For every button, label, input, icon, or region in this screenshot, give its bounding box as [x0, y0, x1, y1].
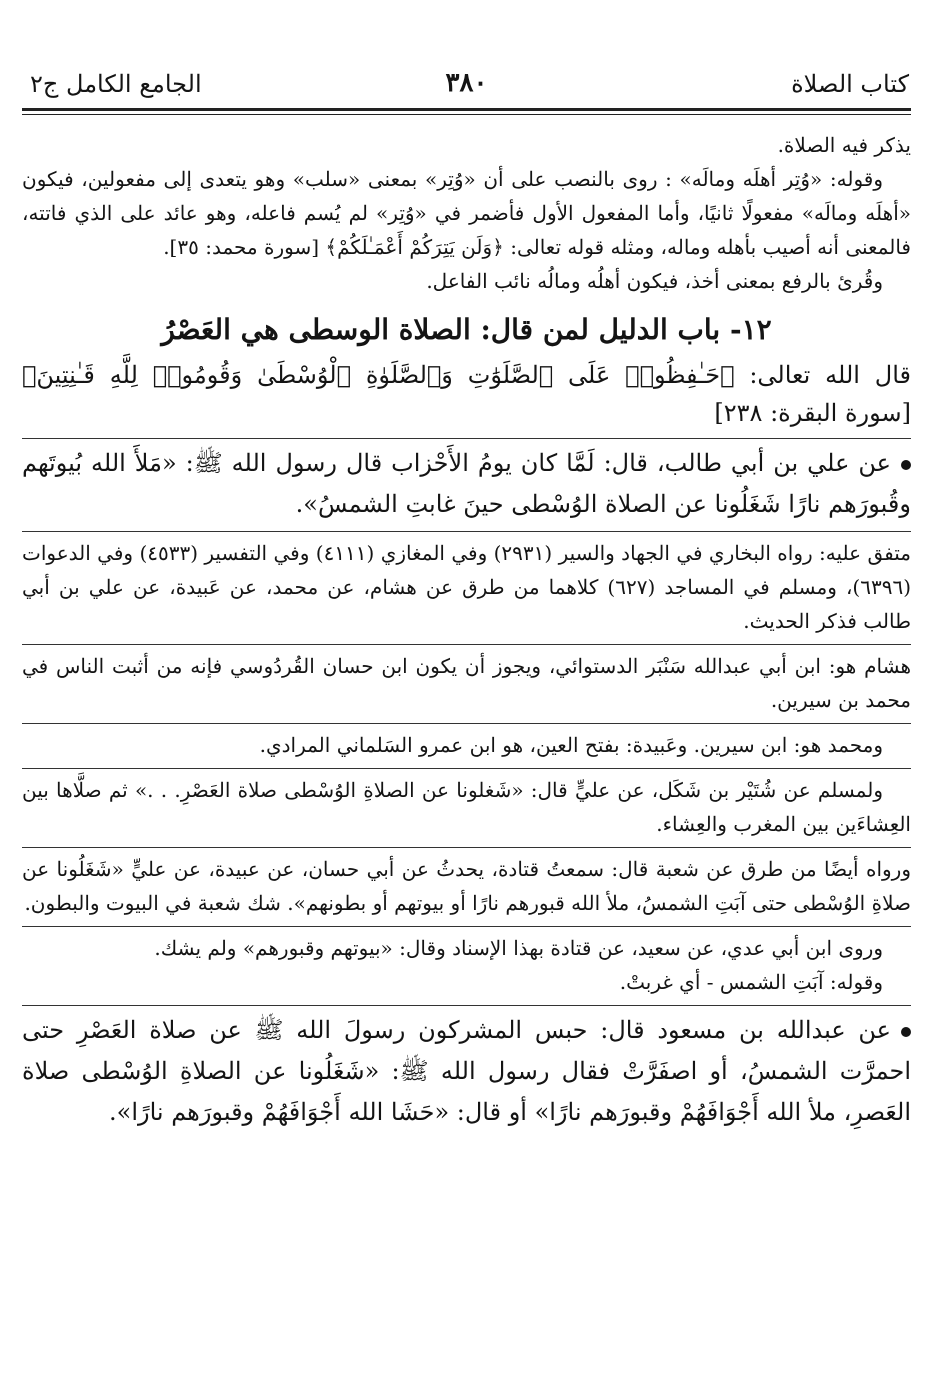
chapter-title: ١٢- باب الدليل لمن قال: الصلاة الوسطى هي العَصْرُ: [161, 313, 772, 346]
page-header: [22, 62, 911, 102]
paragraph-continuation: يذكر فيه الصلاة.: [777, 133, 911, 157]
paragraph-explanation: وقوله: «وُتِر أهلَه ومالَه» : روى بالنصب على أن «وُتِر» بمعنى «سلب» وهو يتعدى إلى مفعولين، فيكون «أهلَه ومالَه» مفعولًا ثانيًا، وأما المفعول الأول فأضمر في «وُتِر» لم يُسم فاعله، وهو عائد على الذي فاتته، فالمعنى أنه أصيب بأهله وماله، ومثله قوله تعالى: ﴿وَلَن يَتِرَكُمْ أَعْمَـٰلَكُمْ﴾ [سورة محمد: ٣٥].: [22, 167, 911, 259]
bullet-dot-icon: [901, 1027, 911, 1037]
narrator-note-muhammad: ومحمد هو: ابن سيرين. وعَبيدة: بفتح العين، هو ابن عمرو السَلماني المرادي.: [259, 733, 883, 757]
section-divider: [22, 1005, 911, 1006]
narrator-note-hisham: هشام هو: ابن أبي عبدالله سَنْبَر الدستوائي، ويجوز أن يكون ابن حسان القُردُوسي فإنه من أثبت الناس في محمد بن سيرين.: [22, 654, 911, 712]
hadith-ali: [22, 443, 911, 525]
takhrij-note: متفق عليه: رواه البخاري في الجهاد والسير (٢٩٣١) وفي المغازي (٤١١١) وفي التفسير (٤٥٣٣) وفي الدعوات (٦٣٩٦)، ومسلم في المساجد (٦٢٧) كلاهما من طرق عن هشام، عن محمد، عن عَبيدة، عن علي بن أبي طالب فذكر الحديث.: [22, 541, 912, 633]
section-divider: [22, 847, 911, 848]
hadith-ali-text: عن علي بن أبي طالب، قال: لَمَّا كان يومُ الأَحْزاب قال رسول الله ﷺ: «مَلأَ الله بُيوتَهم وقُبورَهم نارًا شَغَلُونا عن الصلاة الوُسْطى حينَ غابتِ الشمسُ».: [22, 449, 911, 518]
section-divider: [22, 531, 911, 532]
hadith-ibn-masud: [22, 1010, 911, 1133]
section-divider: [22, 644, 911, 645]
ibn-abi-adi-note: وروى ابن أبي عدي، عن سعيد، عن قتادة بهذا الإسناد وقال: «بيوتهم وقبورهم» ولم يشك.: [154, 936, 883, 960]
page-body: [22, 128, 911, 1133]
meaning-note: وقوله: آبَتِ الشمس - أي غربتْ.: [619, 970, 883, 994]
hadith-ibn-masud-text: عن عبدالله بن مسعود قال: حبس المشركون رسولَ الله ﷺ عن صلاة العَصْرِ حتى احمرَّت الشمسُ، أو اصفَرَّتْ فقال رسول الله ﷺ: «شَغَلُونا عن الصلاةِ الوُسْطى صلاة العَصرِ، ملأ الله أَجْوَافَهُمْ وقبورَهم نارًا» أو قال: «حَشَا الله أَجْوَافَهُمْ وقبورَهم نارًا».: [22, 1016, 911, 1126]
header-rule-thin: [22, 114, 911, 115]
quran-verse: قال الله تعالى: ﴿حَـٰفِظُوا۟ عَلَى ٱلصَّلَوَٰتِ وَٱلصَّلَوٰةِ ٱلْوُسْطَىٰ وَقُومُوا۟ لِلَّهِ قَـٰنِتِينَ﴾ [سورة البقرة: ٢٣٨]: [22, 361, 911, 427]
section-divider: [22, 723, 911, 724]
muslim-narration-note: ولمسلم عن شُتَيْر بن شَكَل، عن عليٍّ قال: «شَغلونا عن الصلاةِ الوُسْطى صلاة العَصْرِ. . .» ثم صلَّاها بين العِشاءَين بين المغرب والعِشاء.: [22, 778, 911, 836]
paragraph-reading: وقُرئ بالرفع بمعنى أخذ، فيكون أهلُه ومالُه نائب الفاعل.: [426, 269, 883, 293]
section-divider: [22, 926, 911, 927]
shuba-narration-note: ورواه أيضًا من طرق عن شعبة قال: سمعتُ قتادة، يحدثُ عن أبي حسان، عن عبيدة، عن عليٍّ «شَغَلُونا عن صلاةِ الوُسْطى حتى آبَتِ الشمسُ، ملأ الله قبورهم نارًا أو بيوتهم أو بطونهم». شك شعبة في البيوت والبطون.: [22, 857, 911, 915]
header-rule-thick: [22, 108, 911, 111]
book-title: كتاب الصلاة: [791, 70, 909, 98]
section-divider: [22, 768, 911, 769]
collection-title: الجامع الكامل ج٢: [30, 70, 202, 98]
section-divider: [22, 438, 911, 439]
bullet-dot-icon: [901, 460, 911, 470]
page-number: ٣٨٠: [445, 68, 488, 98]
